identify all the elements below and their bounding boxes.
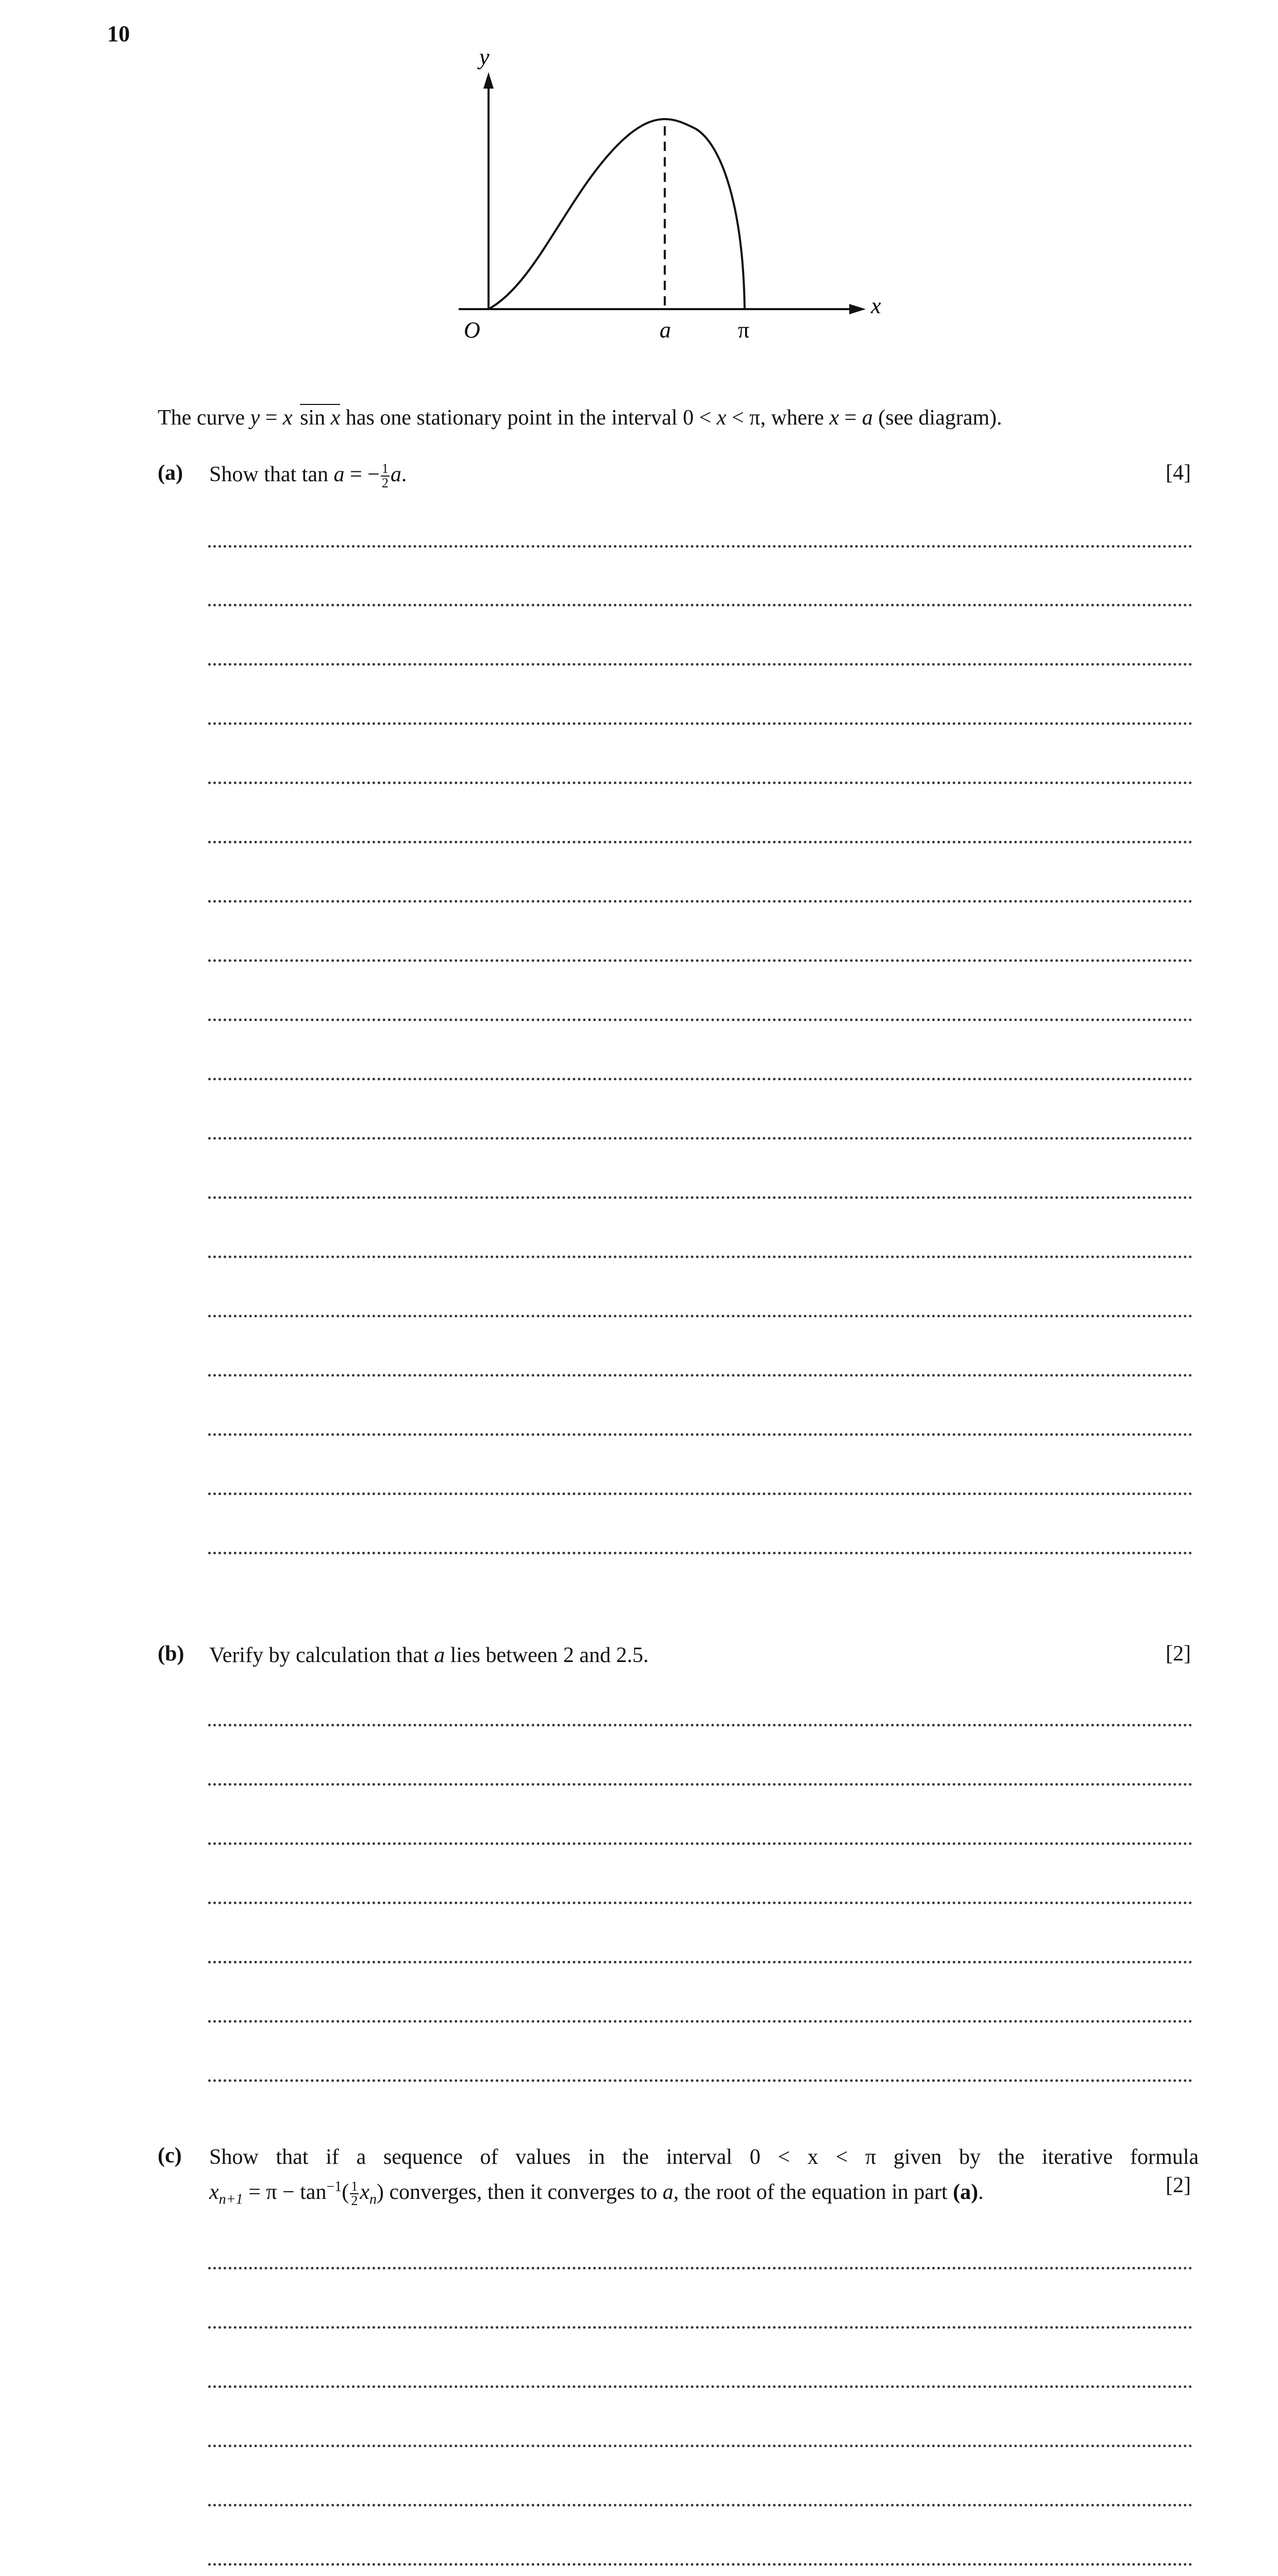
answer-line[interactable] <box>208 782 1192 784</box>
answer-line[interactable] <box>208 1256 1192 1258</box>
fraction-half: $\frac{1}{2}$ <box>381 461 389 491</box>
answer-line[interactable] <box>208 1902 1192 1904</box>
y-axis-label: y <box>479 44 490 70</box>
answer-line[interactable] <box>208 722 1192 725</box>
answer-line[interactable] <box>208 1137 1192 1140</box>
curve <box>489 119 745 309</box>
answer-line[interactable] <box>208 2079 1192 2082</box>
answer-line[interactable] <box>208 1783 1192 1786</box>
answer-line[interactable] <box>208 1961 1192 1963</box>
answer-line[interactable] <box>208 2563 1192 2566</box>
answer-line[interactable] <box>208 545 1192 548</box>
answer-line[interactable] <box>208 1724 1192 1726</box>
answer-line[interactable] <box>208 1842 1192 1845</box>
answer-line[interactable] <box>208 959 1192 962</box>
answer-line[interactable] <box>208 2020 1192 2023</box>
x-axis-arrow <box>849 304 866 314</box>
pi-label: π <box>738 317 750 343</box>
curve-diagram <box>443 41 897 350</box>
part-a-label: (a) <box>158 461 183 485</box>
answer-line[interactable] <box>208 841 1192 843</box>
part-c-marks: [2] <box>1166 2174 1191 2197</box>
answer-line[interactable] <box>208 1196 1192 1199</box>
part-c-line-2: $x_{n+1} = \pi - \tan^{-1}$( $\frac{1}{2}$ $x_n$) converges, then it converges to a, the root of the equation in part (a). <box>209 2179 984 2209</box>
part-c-label: (c) <box>158 2144 182 2167</box>
part-a-marks: [4] <box>1166 461 1191 485</box>
answer-line[interactable] <box>208 1433 1192 1436</box>
part-b-text: Verify by calculation that a lies between 2 and 2.5. <box>209 1643 649 1667</box>
answer-line[interactable] <box>208 1019 1192 1021</box>
fraction-half: $\frac{1}{2}$ <box>351 2179 358 2209</box>
question-stem: The curve y = x sin x has one stationary point in the interval 0 < x < π, where x = a (see diagram). <box>158 404 1199 432</box>
answer-line[interactable] <box>208 1078 1192 1080</box>
answer-line[interactable] <box>208 900 1192 903</box>
answer-line[interactable] <box>208 2326 1192 2329</box>
answer-line[interactable] <box>208 1552 1192 1554</box>
page-number: 10 <box>107 21 130 46</box>
a-label: a <box>660 317 671 343</box>
answer-line[interactable] <box>208 2385 1192 2388</box>
answer-line[interactable] <box>208 2267 1192 2269</box>
origin-label: O <box>464 317 480 343</box>
part-c-line-1: Show that if a sequence of values in the interval 0 < x < π given by the iterative formula <box>209 2145 1199 2169</box>
answer-line[interactable] <box>208 663 1192 666</box>
part-b-marks: [2] <box>1166 1642 1191 1666</box>
answer-line[interactable] <box>208 2504 1192 2506</box>
answer-line[interactable] <box>208 1315 1192 1317</box>
answer-line[interactable] <box>208 1374 1192 1377</box>
answer-line[interactable] <box>208 604 1192 606</box>
x-axis-label: x <box>871 293 881 318</box>
answer-line[interactable] <box>208 2445 1192 2447</box>
answer-line[interactable] <box>208 1493 1192 1495</box>
part-b-label: (b) <box>158 1642 184 1666</box>
sqrt-expression: sin x <box>300 404 340 430</box>
part-a-text: Show that tan a = − $\frac{1}{2}$ a. <box>209 461 407 491</box>
y-axis-arrow <box>483 72 494 89</box>
